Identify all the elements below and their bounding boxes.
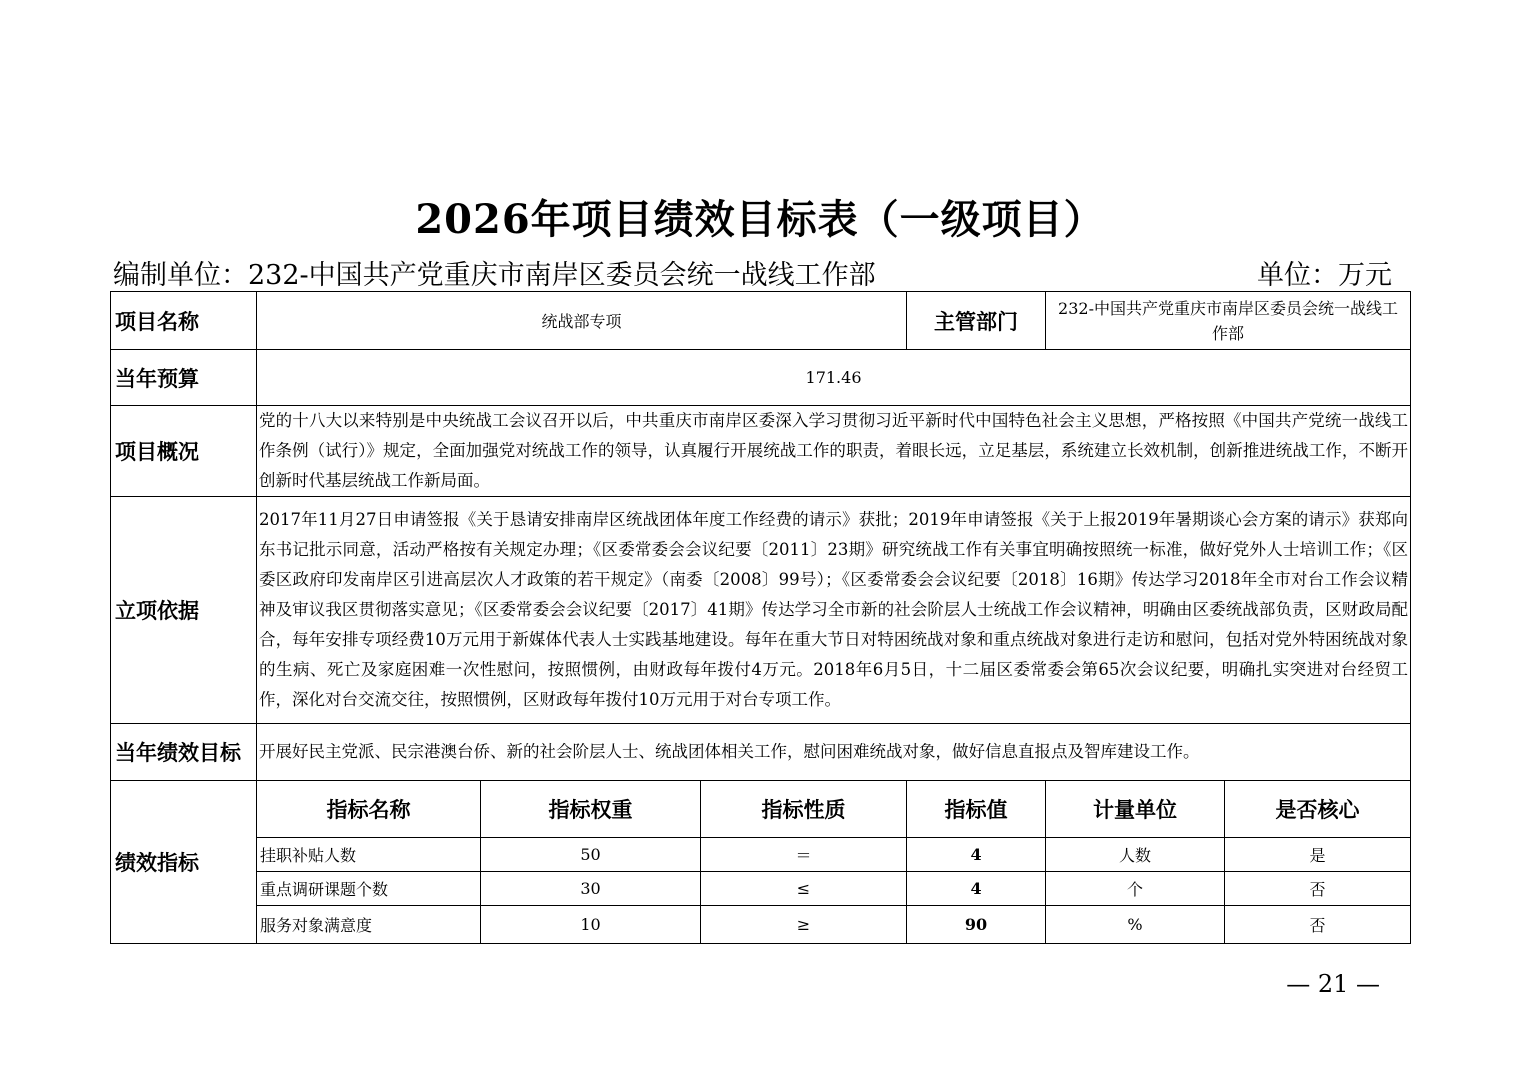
dept-value: 232-中国共产党重庆市南岸区委员会统一战线工作部 [1046, 292, 1411, 350]
header-measure-unit: 计量单位 [1046, 781, 1225, 838]
project-name-value: 统战部专项 [257, 292, 907, 350]
header-is-core: 是否核心 [1225, 781, 1411, 838]
goal-text: 开展好民主党派、民宗港澳台侨、新的社会阶层人士、统战团体相关工作，慰问困难统战对象，做好信息直报点及智库建设工作。 [257, 724, 1411, 781]
row-project-name [111, 292, 1411, 350]
indicator-value: 4 [907, 838, 1046, 872]
indicator-nature: ≥ [701, 906, 907, 944]
indicator-core: 否 [1225, 872, 1411, 906]
indicator-name: 挂职补贴人数 [257, 838, 481, 872]
page-title: 2026年项目绩效目标表（一级项目） [415, 196, 1105, 243]
performance-table [110, 291, 1411, 944]
indicator-core: 否 [1225, 906, 1411, 944]
row-overview [111, 406, 1411, 497]
row-basis [111, 497, 1411, 724]
indicator-name: 重点调研课题个数 [257, 872, 481, 906]
indicator-header-row [111, 781, 1411, 838]
indicator-nature: ＝ [701, 838, 907, 872]
perf-label: 绩效指标 [111, 781, 257, 944]
row-goal [111, 724, 1411, 781]
row-budget [111, 350, 1411, 406]
overview-text: 党的十八大以来特别是中央统战工会议召开以后，中共重庆市南岸区委深入学习贯彻习近平新时代中国特色社会主义思想，严格按照《中国共产党统一战线工作条例（试行）》规定，全面加强党对统战工作的领导，认真履行开展统战工作的职责，着眼长远，立足基层，系统建立长效机制，创新推进统战工作，不断开创新时代基层统战工作新局面。 [257, 406, 1411, 497]
indicator-core: 是 [1225, 838, 1411, 872]
header-indicator-weight: 指标权重 [481, 781, 701, 838]
page-number: — 21 — [1286, 970, 1380, 998]
project-name-label: 项目名称 [111, 292, 257, 350]
header-indicator-nature: 指标性质 [701, 781, 907, 838]
overview-label: 项目概况 [111, 406, 257, 497]
indicator-nature: ≤ [701, 872, 907, 906]
header-indicator-value: 指标值 [907, 781, 1046, 838]
compiling-unit: 编制单位：232-中国共产党重庆市南岸区委员会统一战线工作部 [113, 260, 876, 291]
table-row [111, 838, 1411, 872]
currency-unit: 单位：万元 [1257, 260, 1392, 291]
indicator-value: 90 [907, 906, 1046, 944]
indicator-weight: 50 [481, 838, 701, 872]
indicator-value: 4 [907, 872, 1046, 906]
indicator-unit: 个 [1046, 872, 1225, 906]
goal-label: 当年绩效目标 [111, 724, 257, 781]
table-row [111, 906, 1411, 944]
budget-label: 当年预算 [111, 350, 257, 406]
indicator-weight: 10 [481, 906, 701, 944]
indicator-unit: % [1046, 906, 1225, 944]
indicator-weight: 30 [481, 872, 701, 906]
table-row [111, 872, 1411, 906]
header-indicator-name: 指标名称 [257, 781, 481, 838]
dept-label: 主管部门 [907, 292, 1046, 350]
basis-text: 2017年11月27日申请签报《关于恳请安排南岸区统战团体年度工作经费的请示》获批；2019年申请签报《关于上报2019年暑期谈心会方案的请示》获郑向东书记批示同意，活动严格按有关规定办理；《区委常委会会议纪要〔2011〕23期》研究统战工作有关事宜明确按照统一标准，做好党外人士培训工作；《区委区政府印发南岸区引进高层次人才政策的若干规定》（南委〔2008〕99号）；《区委常委会会议纪要〔2018〕16期》传达学习2018年全市对台工作会议精神及审议我区贯彻落实意见；《区委常委会会议纪要〔2017〕41期》传达学习全市新的社会阶层人士统战工作会议精神，明确由区委统战部负责，区财政局配合，每年安排专项经费10万元用于新媒体代表人士实践基地建设。每年在重大节日对特困统战对象和重点统战对象进行走访和慰问，包括对党外特困统战对象的生病、死亡及家庭困难一次性慰问，按照惯例，由财政每年拨付4万元。2018年6月5日，十二届区委常委会第65次会议纪要，明确扎实突进对台经贸工作，深化对台交流交往，按照惯例，区财政每年拨付10万元用于对台专项工作。 [257, 497, 1411, 724]
indicator-name: 服务对象满意度 [257, 906, 481, 944]
budget-value: 171.46 [257, 350, 1411, 406]
basis-label: 立项依据 [111, 497, 257, 724]
indicator-unit: 人数 [1046, 838, 1225, 872]
